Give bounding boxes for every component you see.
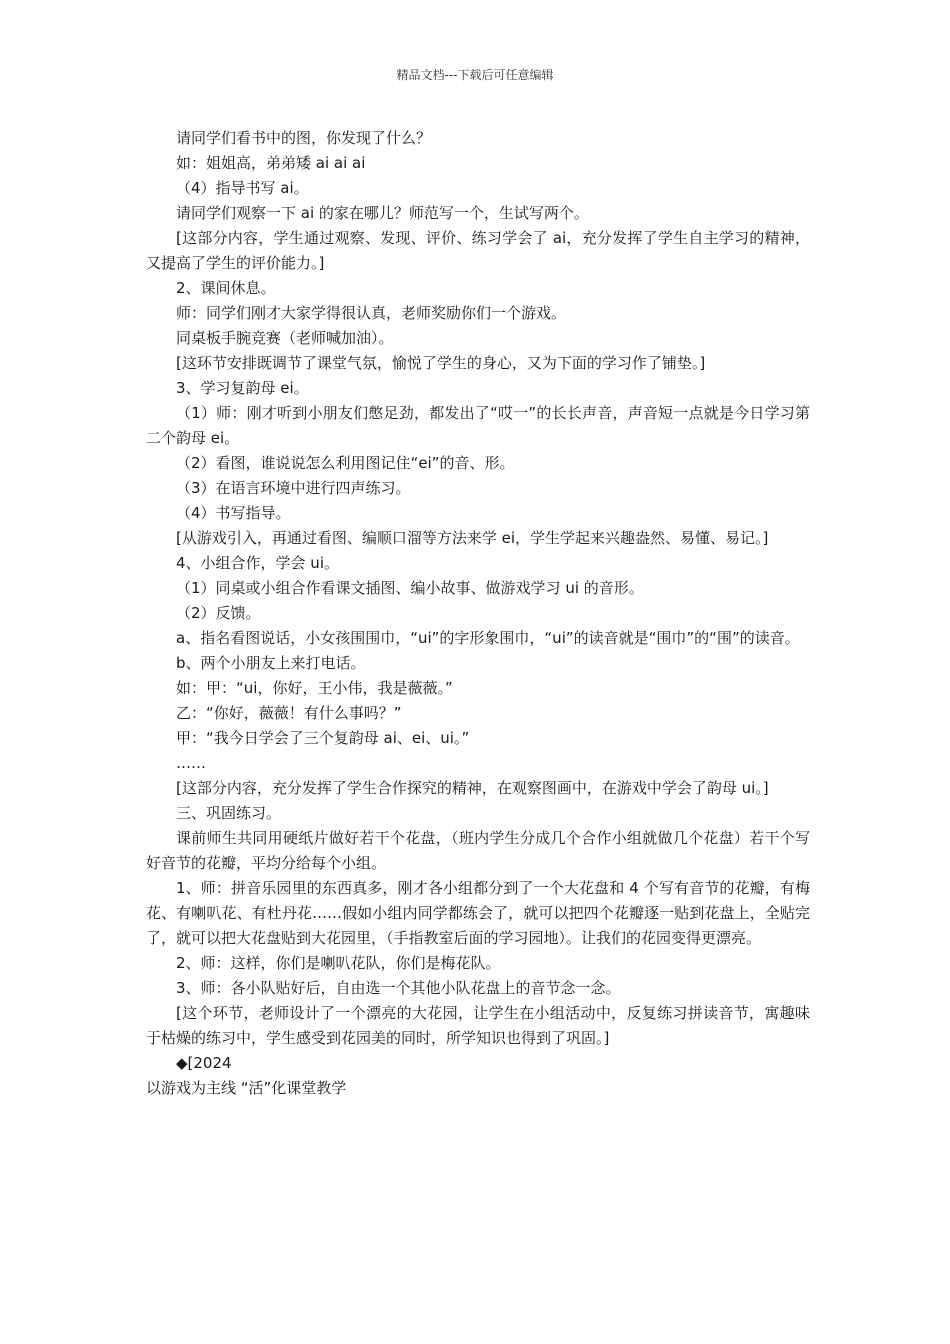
- paragraph: [这部分内容，充分发挥了学生合作探究的精神，在观察图画中，在游戏中学会了韵母 ui。]: [176, 779, 769, 797]
- paragraph: 请同学们看书中的图，你发现了什么？: [176, 129, 432, 147]
- paragraph: [这环节安排既调节了课堂气氛，愉悦了学生的身心，又为下面的学习作了铺垫。]: [176, 354, 706, 372]
- paragraph: 1、师：拼音乐园里的东西真多，刚才各小组都分到了一个大花盘和 4 个写有音节的花瓣，有梅花、有喇叭花、有杜丹花……假如小组内同学都练会了，就可以把四个花瓣逐一贴到花盘上，全贴完了，就可以把大花盘贴到大花园里，（手指教室后面的学习园地）。让我们的花园变得更漂亮。: [146, 879, 810, 947]
- paragraph: 课前师生共同用硬纸片做好若干个花盘，（班内学生分成几个合作小组就做几个花盘）若干个写好音节的花瓣，平均分给每个小组。: [146, 829, 810, 872]
- paragraph: 同桌板手腕竞赛（老师喊加油）。: [176, 329, 394, 347]
- paragraph: b、两个小朋友上来打电话。: [176, 654, 366, 672]
- paragraph: 甲：“我今日学会了三个复韵母 ai、ei、ui。”: [176, 729, 470, 747]
- paragraph: （2）反馈。: [176, 604, 261, 622]
- paragraph: ◆[2024: [176, 1054, 232, 1072]
- paragraph: 师：同学们刚才大家学得很认真，老师奖励你们一个游戏。: [176, 304, 567, 322]
- paragraph: （4）书写指导。: [176, 504, 291, 522]
- paragraph: 4、小组合作，学会 ui。: [176, 554, 339, 572]
- paragraph: 3、师：各小队贴好后，自由选一个其他小队花盘上的音节念一念。: [176, 979, 621, 997]
- paragraph: （2）看图，谁说说怎么利用图记住“ei”的音、形。: [176, 454, 515, 472]
- paragraph: （3）在语言环境中进行四声练习。: [176, 479, 411, 497]
- paragraph: 如：姐姐高，弟弟矮 ai ai ai: [176, 154, 366, 172]
- paragraph: （1）同桌或小组合作看课文插图、编小故事、做游戏学习 ui 的音形。: [176, 579, 644, 597]
- document-body: [146, 126, 810, 1101]
- section-title: 以游戏为主线 “活”化课堂教学: [146, 1079, 347, 1097]
- paragraph: （4）指导书写 ai。: [176, 179, 309, 197]
- paragraph: 2、课间休息。: [176, 279, 276, 297]
- paragraph: 三、巩固练习。: [176, 804, 282, 822]
- paragraph: [这部分内容，学生通过观察、发现、评价、练习学会了 ai，充分发挥了学生自主学习的精神，又提高了学生的评价能力。]: [146, 229, 810, 272]
- paragraph: 2、师：这样，你们是喇叭花队，你们是梅花队。: [176, 954, 501, 972]
- paragraph: [从游戏引入，再通过看图、编顺口溜等方法来学 ei，学生学起来兴趣盎然、易懂、易记。]: [176, 529, 769, 547]
- paragraph: 乙：“你好，薇薇！有什么事吗？”: [176, 704, 402, 722]
- paragraph: （1）师：刚才听到小朋友们憋足劲，都发出了“哎一”的长长声音，声音短一点就是今日学习第二个韵母 ei。: [146, 404, 810, 447]
- paragraph: [这个环节，老师设计了一个漂亮的大花园，让学生在小组活动中，反复练习拼读音节，寓趣味于枯燥的练习中，学生感受到花园美的同时，所学知识也得到了巩固。]: [146, 1004, 810, 1047]
- paragraph: 3、学习复韵母 ei。: [176, 379, 309, 397]
- paragraph: ……: [176, 754, 206, 772]
- paragraph: 请同学们观察一下 ai 的家在哪儿？师范写一个，生试写两个。: [176, 204, 589, 222]
- page-header: 精品文档---下载后可任意编辑: [396, 68, 554, 82]
- paragraph: a、指名看图说话，小女孩围围巾，“ui”的字形象围巾，“ui”的读音就是“围巾”的“围”的读音。: [176, 629, 800, 647]
- paragraph: 如：甲：“ui，你好，王小伟，我是薇薇。”: [176, 679, 453, 697]
